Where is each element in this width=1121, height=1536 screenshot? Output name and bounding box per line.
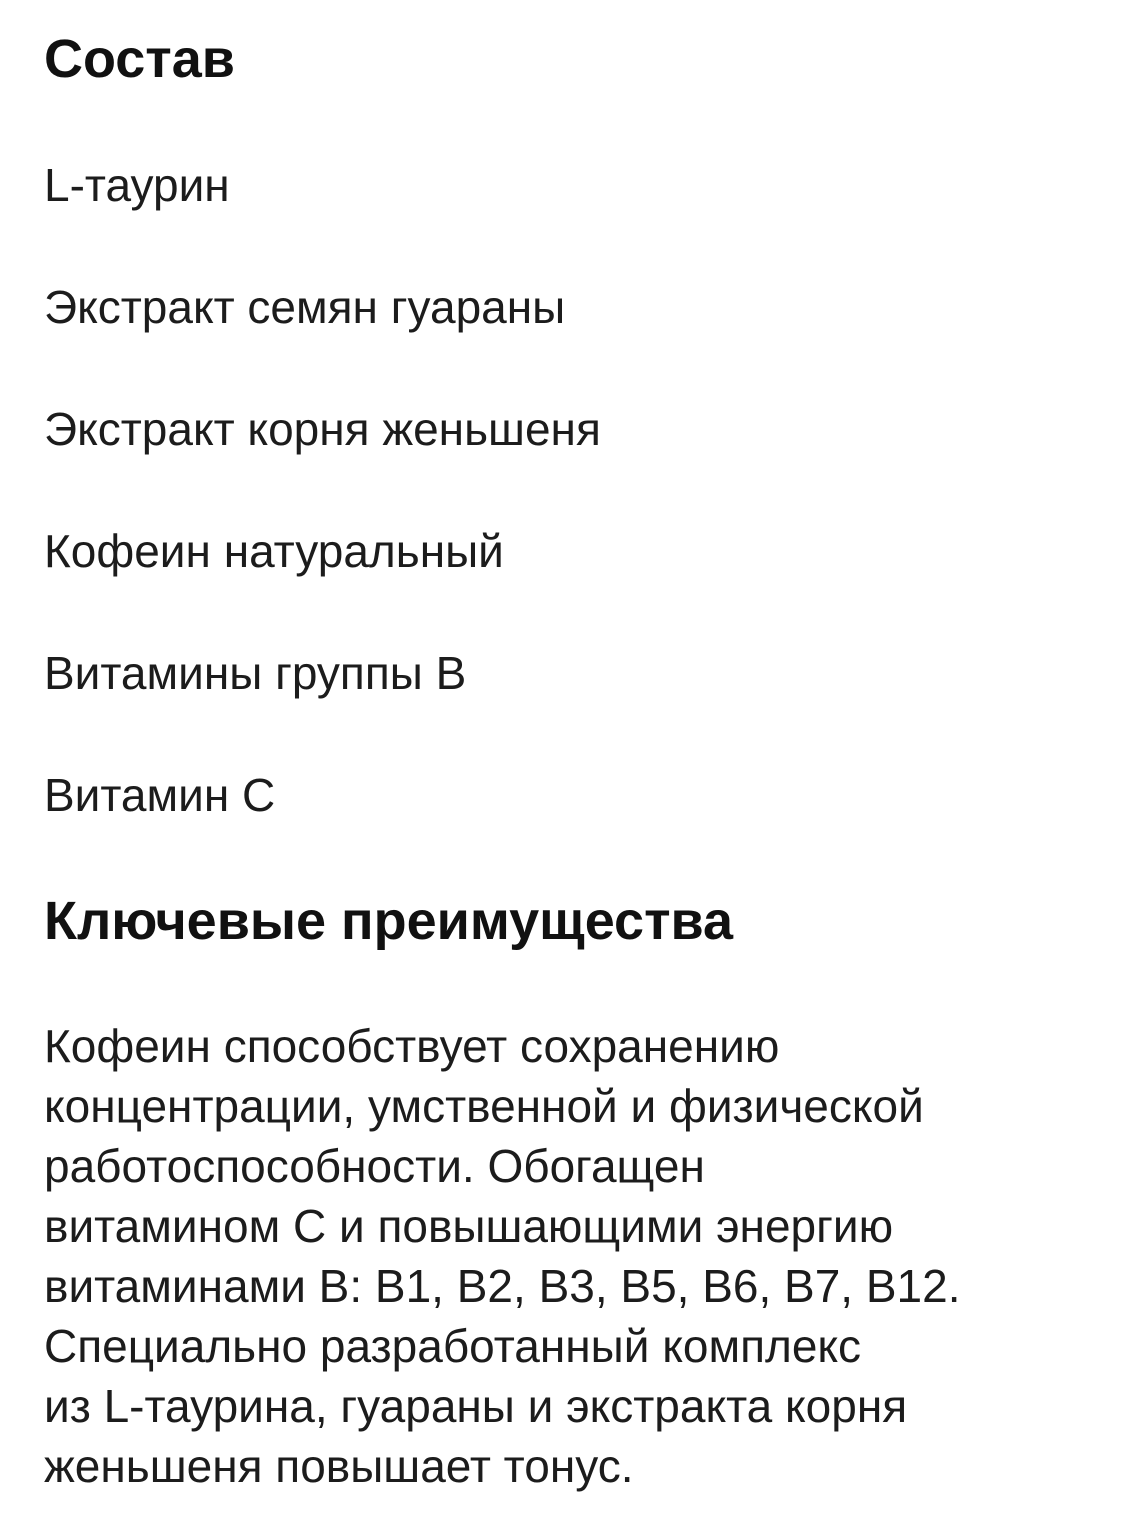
paragraph-line: работоспособности. Обогащен (44, 1140, 705, 1192)
paragraph-line: витамином С и повышающими энергию (44, 1200, 894, 1252)
list-item: L-таурин (44, 159, 230, 211)
paragraph-line: Специально разработанный комплекс (44, 1320, 862, 1372)
paragraph-line: из L-таурина, гуараны и экстракта корня (44, 1380, 908, 1432)
list-item: Экстракт семян гуараны (44, 281, 566, 333)
ingredients-list (44, 152, 601, 884)
paragraph-line: женьшеня повышает тонус. (44, 1440, 634, 1492)
list-item: Витамины группы В (44, 647, 467, 699)
paragraph-line: Кофеин способствует сохранению (44, 1020, 780, 1072)
list-item: Кофеин натуральный (44, 525, 504, 577)
composition-title: Состав (44, 29, 235, 89)
benefits-paragraph (44, 1016, 1094, 1496)
list-item: Экстракт корня женьшеня (44, 403, 601, 455)
benefits-title: Ключевые преимущества (44, 891, 734, 951)
list-item: Витамин С (44, 769, 276, 821)
paragraph-line: концентрации, умственной и физической (44, 1080, 924, 1132)
paragraph-line: витаминами В: В1, В2, В3, В5, В6, В7, В12. (44, 1260, 961, 1312)
